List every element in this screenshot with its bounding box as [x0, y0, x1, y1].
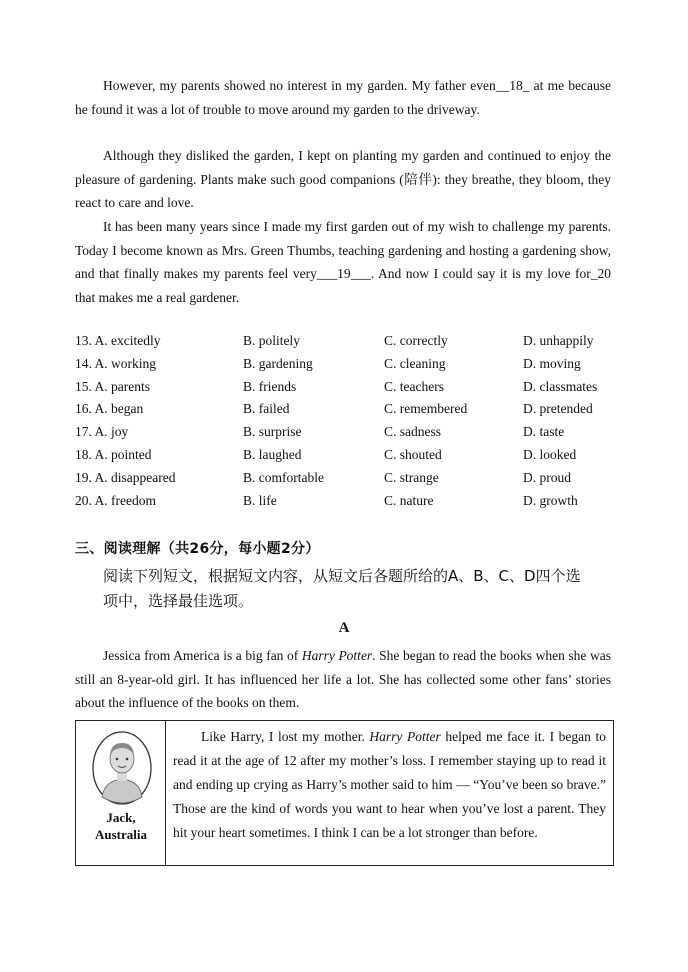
section-3-instruction-line-1: 阅读下列短文，根据短文内容，从短文后各题所给的A、B、C、D四个选: [103, 567, 581, 585]
option-row-14: [75, 353, 620, 376]
option-14-a: 14. A. working: [75, 355, 156, 371]
passage-paragraph-3: It has been many years since I made my first garden out of my wish to challenge my parents. Today I become known as Mrs. Green Thumbs, teaching gardening and hosting a gardening show, and that finally makes my parents feel very___19___. And now I could say it is my love for_20 that makes me a real gardener.: [75, 219, 611, 305]
intro-book-title: Harry Potter: [301, 648, 373, 663]
option-13-c: C. correctly: [384, 333, 448, 348]
fan-book-title: Harry Potter: [369, 729, 441, 744]
passage-paragraph-2: Although they disliked the garden, I kept on planting my garden and continued to enjoy the pleasure of gardening. Plants make such good companions (陪伴): they breathe, they bloom, they react to care and love.: [75, 148, 611, 210]
option-15-d: D. classmates: [523, 378, 598, 394]
option-row-16: [75, 398, 620, 421]
section-3-instruction-line-2: 项中，选择最佳选项。: [103, 592, 254, 610]
option-17-c: C. sadness: [384, 424, 441, 440]
fan-name: Jack,: [106, 810, 136, 825]
option-17-b: B. surprise: [243, 424, 302, 440]
option-14-c: C. cleaning: [384, 355, 446, 371]
option-13-d: D. unhappily: [523, 333, 594, 348]
option-18-b: B. laughed: [243, 446, 302, 462]
option-19-a: 19. A. disappeared: [75, 469, 176, 485]
option-row-15: [75, 376, 620, 399]
option-20-a: 20. A. freedom: [75, 492, 156, 508]
option-17-d: D. taste: [523, 424, 565, 440]
option-20-c: C. nature: [384, 492, 434, 508]
option-17-a: 17. A. joy: [75, 424, 129, 440]
fan-story-text: [173, 725, 606, 845]
fan-caption: [76, 809, 166, 843]
option-20-b: B. life: [243, 492, 277, 508]
option-row-17: [75, 421, 620, 444]
option-18-c: C. shouted: [384, 446, 442, 462]
option-14-d: D. moving: [523, 355, 581, 371]
intro-text-after: . She began to read the books when she was still an 8-year-old girl. It has influenced her life a lot. She has collected some other fans’ stories about the influence of the books on them.: [75, 648, 611, 710]
fan-story-box: [75, 720, 614, 866]
section-3-title: 三、阅读理解（共26分，每小题2分）: [75, 541, 320, 557]
fan-country: Australia: [95, 827, 147, 842]
fan-text-before: Like Harry, I lost my mother.: [201, 729, 370, 744]
fan-text-after: helped me face it. I began to read it at the age of 12 after my mother’s loss. I remember staying up to read it and ending up crying as Harry’s mother said to him — “You’ve been so brave.” Those are the kind of words you want to hear when you’ve lost a parent. They hit your heart sometimes. I think I can be a lot stronger than before.: [173, 729, 606, 840]
option-row-20: [75, 490, 620, 513]
option-15-c: C. teachers: [384, 378, 444, 394]
option-row-18: [75, 444, 620, 467]
option-19-b: B. comfortable: [243, 469, 324, 485]
option-15-b: B. friends: [243, 378, 297, 394]
option-20-d: D. growth: [523, 492, 578, 508]
fan-profile: [76, 721, 166, 865]
option-19-c: C. strange: [384, 469, 439, 485]
option-18-a: 18. A. pointed: [75, 446, 152, 462]
option-16-a: 16. A. began: [75, 401, 144, 417]
option-16-b: B. failed: [243, 401, 290, 417]
passage-a-heading: A: [338, 620, 350, 636]
option-row-13: [75, 330, 620, 353]
option-18-d: D. looked: [523, 446, 577, 462]
passage-a-intro: [75, 644, 611, 715]
intro-text-before: Jessica from America is a big fan of: [103, 648, 302, 663]
option-13-a: 13. A. excitedly: [75, 333, 161, 348]
passage-paragraph-1: However, my parents showed no interest in my garden. My father even__18_ at me because he found it was a lot of trouble to move around my garden to the driveway.: [75, 78, 611, 117]
option-19-d: D. proud: [523, 469, 571, 485]
avatar-boy-icon: [92, 731, 152, 805]
option-16-c: C. remembered: [384, 401, 468, 417]
option-16-d: D. pretended: [523, 401, 593, 417]
answer-options: [75, 330, 620, 512]
option-14-b: B. gardening: [243, 355, 313, 371]
option-row-19: [75, 467, 620, 490]
option-13-b: B. politely: [243, 333, 300, 348]
option-15-a: 15. A. parents: [75, 378, 150, 394]
